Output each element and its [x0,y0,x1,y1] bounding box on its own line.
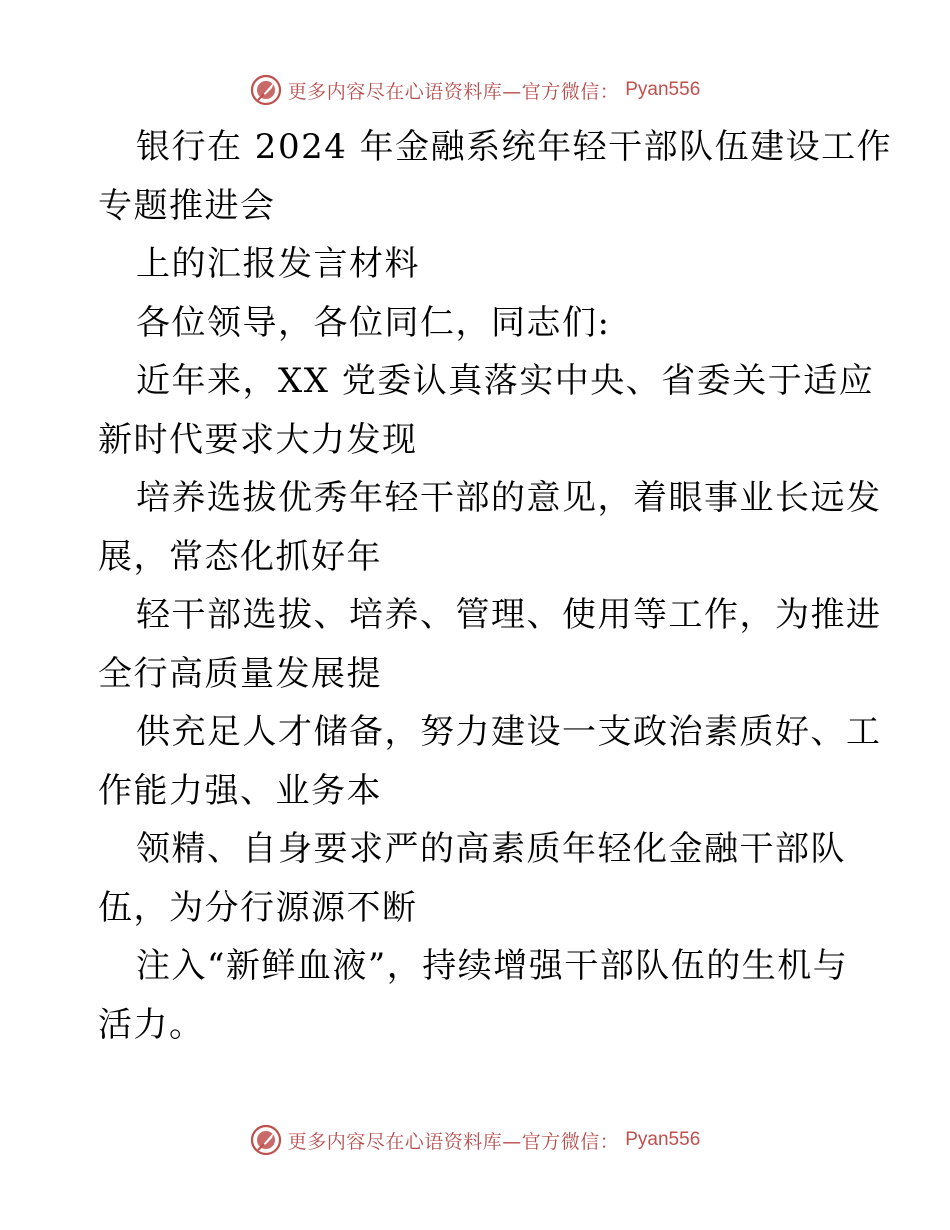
watermark-text: 更多内容尽在心语资料库—官方微信： [287,1130,620,1153]
quill-logo-icon [250,1124,282,1156]
text-line: 新时代要求大力发现 [98,419,418,460]
watermark-header [0,72,950,108]
text-line: 领精、自身要求严的高素质年轻化金融干部队 [136,829,846,869]
text-line: 培养选拔优秀年轻干部的意见，着眼事业长远发 [136,478,882,518]
watermark-footer [0,1122,950,1158]
text-line: 全行高质量发展提 [98,653,382,694]
text-line: 各位领导，各位同仁，同志们: [136,302,611,343]
text-line: 轻干部选拔、培养、管理、使用等工作，为推进 [136,595,882,635]
text-line: 展，常态化抓好年 [98,536,382,577]
text-line: 伍，为分行源源不断 [98,887,418,928]
watermark-wechat-id: Pyan556 [625,79,701,100]
text-line: 作能力强、业务本 [98,770,382,811]
text-line: 近年来，XX 党委认真落实中央、省委关于适应 [136,361,875,401]
text-line: 注入“新鲜血液”，持续增强干部队伍的生机与 [136,946,849,986]
watermark-text: 更多内容尽在心语资料库—官方微信： [287,80,620,103]
text-line: 上的汇报发言材料 [136,244,420,284]
watermark-wechat-id: Pyan556 [625,1129,701,1150]
document-body [98,118,893,1054]
text-line: 活力。 [98,1004,205,1045]
text-line: 供充足人才储备，努力建设一支政治素质好、工 [136,712,882,752]
text-line: 专题推进会 [98,185,276,226]
quill-logo-icon [250,74,282,106]
text-line: 银行在 2024 年金融系统年轻干部队伍建设工作 [136,127,893,167]
